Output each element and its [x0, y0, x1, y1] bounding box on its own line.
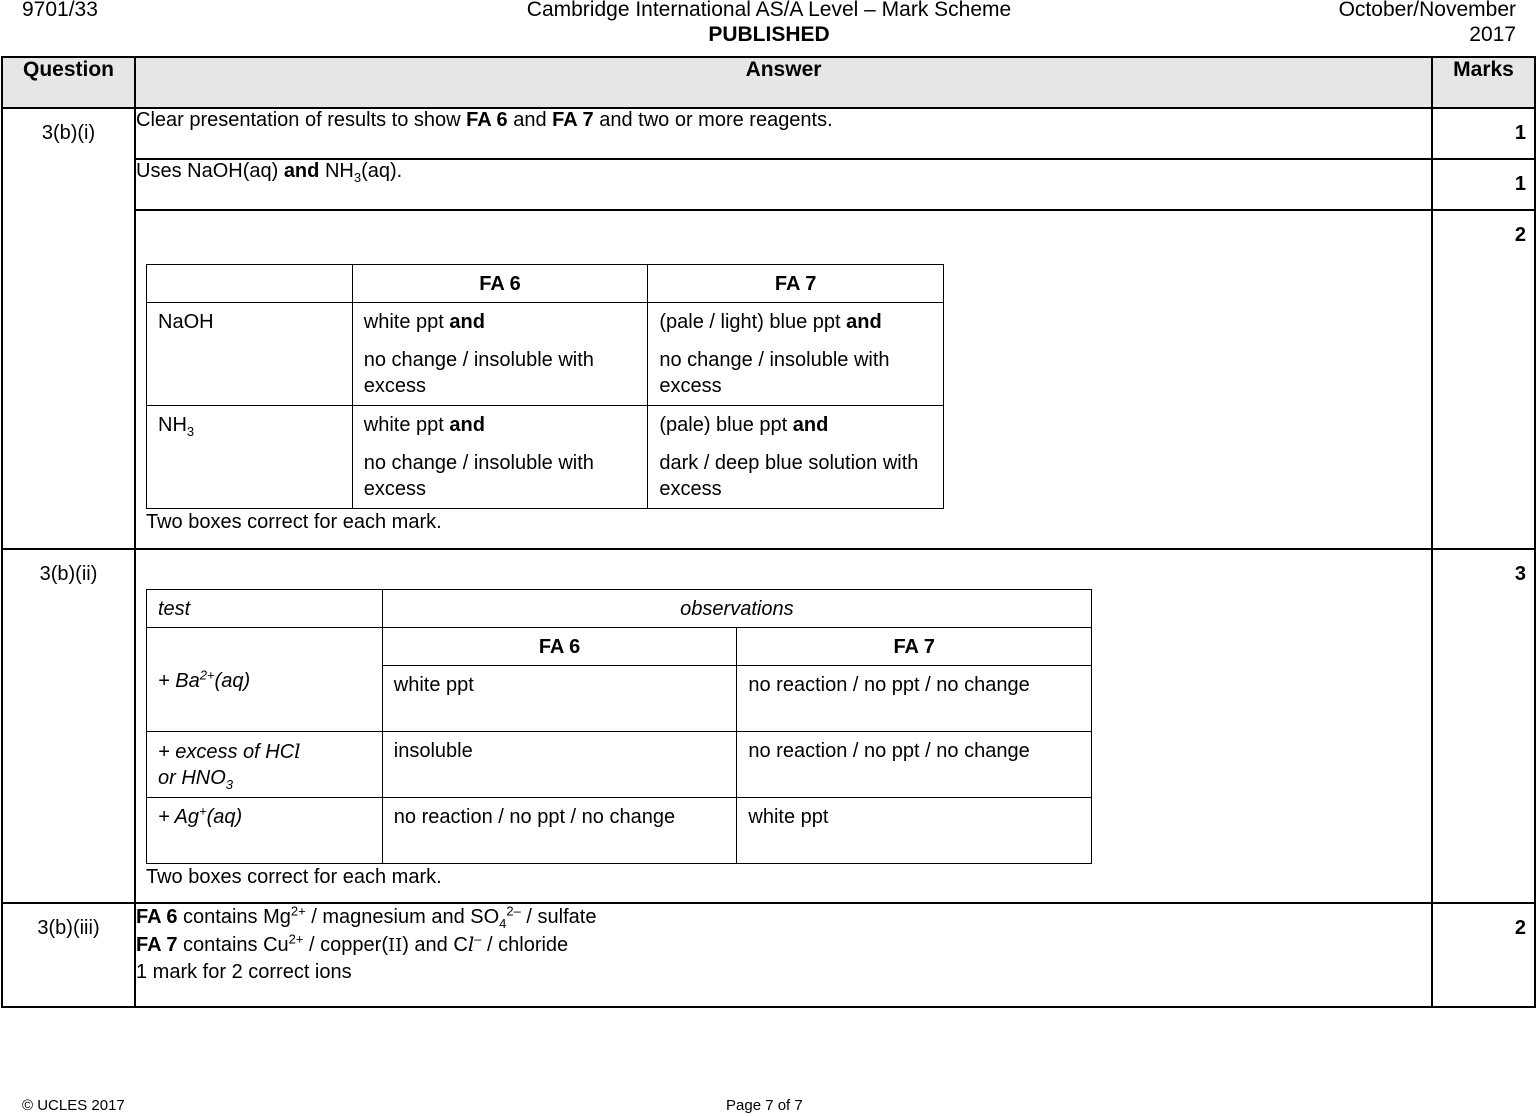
- fa6-column-header: FA 6: [382, 628, 737, 666]
- answer-cell: [135, 549, 1432, 903]
- observation-text: no change / insoluble with excess: [363, 452, 594, 500]
- answer-text: (aq).: [361, 160, 403, 182]
- italic-l: l: [294, 739, 301, 763]
- marks-cell: [1432, 108, 1535, 159]
- test-text: (aq): [206, 806, 243, 828]
- test-label: [147, 628, 383, 732]
- fa7-label: FA 7: [552, 109, 594, 131]
- document-title: [0, 0, 1538, 47]
- observation-cell: [352, 303, 648, 406]
- italic-l: l: [467, 932, 475, 956]
- test-text: or HNO: [158, 767, 226, 789]
- answer-text: / chloride: [481, 934, 569, 956]
- superscript: –: [474, 931, 482, 947]
- test-text: (aq): [214, 669, 251, 692]
- test-text: + excess of HC: [158, 741, 295, 763]
- observation-cell: [352, 406, 648, 509]
- mark-note: Two boxes correct for each mark.: [146, 866, 442, 888]
- subscript: 3: [353, 170, 362, 185]
- answer-cell: [135, 159, 1432, 210]
- reagent-label: NaOH: [147, 303, 353, 406]
- and-label: and: [449, 414, 485, 436]
- marks-header: Marks: [1432, 57, 1535, 108]
- answer-cell: [135, 903, 1432, 1007]
- question-header: Question: [2, 57, 135, 108]
- answer-text: / sulfate: [520, 906, 597, 928]
- anion-tests-table: [146, 589, 1092, 864]
- mark-value: 1: [1514, 122, 1526, 144]
- table-row: [2, 549, 1535, 903]
- observation-cell: no reaction / no ppt / no change: [382, 798, 737, 864]
- question-cell: [2, 903, 135, 1007]
- observation-cell: white ppt: [737, 798, 1092, 864]
- answer-cell: [135, 108, 1432, 159]
- and-label: and: [846, 311, 882, 333]
- fa6-label: FA 6: [466, 109, 508, 131]
- mark-note: Two boxes correct for each mark.: [146, 511, 442, 533]
- question-cell: [2, 549, 135, 903]
- mark-scheme-table: [1, 56, 1536, 1008]
- observation-cell: [648, 406, 944, 509]
- mark-value: 3: [1514, 563, 1526, 585]
- session-label: October/November: [1338, 0, 1516, 21]
- and-label: and: [283, 160, 320, 182]
- formula-text: NH: [324, 160, 354, 182]
- and-label: and: [449, 311, 485, 333]
- observation-text: (pale / light) blue ppt: [659, 311, 847, 333]
- table-row: [2, 210, 1535, 549]
- observation-cell: insoluble: [382, 732, 737, 798]
- answer-text: and: [507, 109, 553, 131]
- fa7-column-header: FA 7: [737, 628, 1092, 666]
- mark-value: 1: [1514, 173, 1526, 195]
- test-label: [147, 732, 383, 798]
- table-row: [2, 903, 1535, 1007]
- ion-line-fa7: [136, 931, 1431, 959]
- empty-header-cell: [147, 265, 353, 303]
- answer-text: and two or more reagents.: [593, 109, 833, 131]
- observations-header: observations: [382, 590, 1091, 628]
- answer-text: Clear presentation of results to show: [136, 109, 467, 131]
- title-line: Cambridge International AS/A Level – Mark Scheme: [526, 0, 1012, 21]
- observation-text: white ppt: [363, 311, 450, 333]
- observation-text: (pale) blue ppt: [659, 414, 793, 436]
- paper-code: 9701/33: [22, 0, 98, 21]
- and-label: and: [792, 414, 829, 436]
- question-number: 3(b)(iii): [37, 917, 100, 939]
- mark-value: 2: [1514, 917, 1526, 939]
- superscript: 2+: [288, 931, 304, 947]
- subscript: 3: [186, 424, 195, 439]
- formula-text: NH: [158, 414, 187, 436]
- answer-text: ) and C: [402, 934, 468, 956]
- copyright: © UCLES 2017: [22, 1097, 125, 1114]
- superscript: 2–: [506, 903, 521, 919]
- observation-text: no change / insoluble with excess: [659, 349, 890, 397]
- test-text: + Ag: [158, 806, 199, 828]
- exam-session: [1339, 0, 1516, 47]
- answer-text: contains Cu: [177, 934, 289, 956]
- subscript: 3: [225, 777, 234, 792]
- superscript: 2+: [290, 903, 306, 919]
- observation-cell: [648, 303, 944, 406]
- observation-text: no change / insoluble with excess: [363, 349, 594, 397]
- test-label: [147, 798, 383, 864]
- answer-text: contains Mg: [177, 906, 291, 928]
- session-year: 2017: [1469, 23, 1516, 46]
- table-row: [2, 159, 1535, 210]
- test-text: + Ba: [158, 669, 200, 692]
- subscript: 4: [499, 916, 507, 931]
- question-number: 3(b)(i): [41, 122, 96, 144]
- marks-cell: [1432, 903, 1535, 1007]
- observation-text: dark / deep blue solution with excess: [659, 452, 919, 500]
- roman-numeral: II: [387, 935, 403, 956]
- fa7-label: FA 7: [136, 934, 178, 956]
- answer-text: / magnesium and SO: [305, 906, 500, 928]
- observation-text: white ppt: [363, 414, 450, 436]
- table-row: [2, 108, 1535, 159]
- reagent-results-table: [146, 264, 944, 509]
- superscript: 2+: [199, 666, 215, 682]
- observation-cell: no reaction / no ppt / no change: [737, 732, 1092, 798]
- fa7-column-header: FA 7: [648, 265, 944, 303]
- fa6-label: FA 6: [136, 906, 178, 928]
- observation-cell: white ppt: [382, 666, 737, 732]
- answer-text: Uses NaOH(aq): [136, 160, 284, 182]
- answer-text: / copper(: [303, 934, 388, 956]
- superscript: +: [198, 803, 207, 819]
- observation-cell: no reaction / no ppt / no change: [737, 666, 1092, 732]
- answer-cell: [135, 210, 1432, 549]
- mark-value: 2: [1514, 224, 1526, 246]
- marks-cell: [1432, 159, 1535, 210]
- published-label: PUBLISHED: [708, 23, 830, 46]
- mark-note: 1 mark for 2 correct ions: [136, 961, 352, 983]
- page-number: Page 7 of 7: [726, 1097, 803, 1114]
- answer-header: Answer: [135, 57, 1432, 108]
- reagent-label: [147, 406, 353, 509]
- marks-cell: [1432, 549, 1535, 903]
- fa6-column-header: FA 6: [352, 265, 648, 303]
- header-row: [2, 57, 1535, 108]
- marks-cell: [1432, 210, 1535, 549]
- question-number: 3(b)(ii): [39, 563, 98, 585]
- ion-line-fa6: [136, 904, 1431, 931]
- test-column-header: test: [147, 590, 383, 628]
- question-cell: [2, 108, 135, 549]
